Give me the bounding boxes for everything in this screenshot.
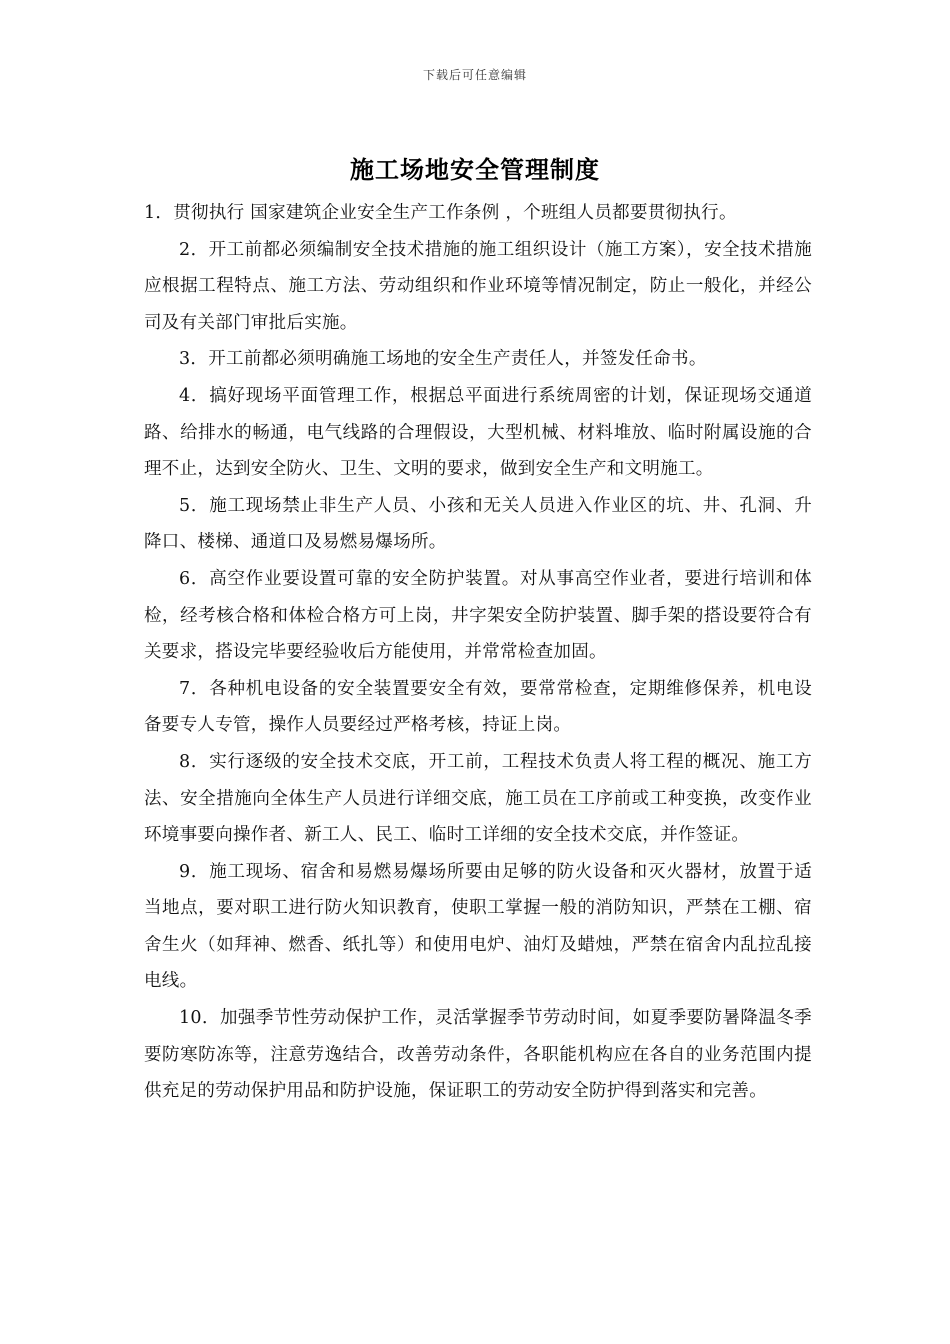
paragraph-6: 6．高空作业要设置可靠的安全防护装置。对从事高空作业者，要进行培训和体检，经考核合格和体检合格方可上岗，井字架安全防护装置、脚手架的搭设要符合有关要求，搭设完毕要经验收后方能使用，并常常检查加固。 [144,568,812,663]
paragraph-5: 5．施工现场禁止非生产人员、小孩和无关人员进入作业区的坑、井、孔洞、升降口、楼梯、通道口及易燃易爆场所。 [144,495,812,553]
document-body [144,195,812,1110]
paragraph-10: 10．加强季节性劳动保护工作，灵活掌握季节劳动时间，如夏季要防暑降温冬季要防寒防冻等，注意劳逸结合，改善劳动条件，各职能机构应在各自的业务范围内提供充足的劳动保护用品和防护设施，保证职工的劳动安全防护得到落实和完善。 [144,1008,812,1102]
paragraph-3: 3．开工前都必须明确施工场地的安全生产责任人，并签发任命书。 [179,349,707,370]
document-title: 施工场地安全管理制度 [350,155,600,184]
page-header-note: 下载后可任意编辑 [422,68,527,82]
paragraph-4: 4．搞好现场平面管理工作，根据总平面进行系统周密的计划，保证现场交通道路、给排水的畅通，电气线路的合理假设，大型机械、材料堆放、临时附属设施的合理不止，达到安全防火、卫生、文明的要求，做到安全生产和文明施工。 [144,385,812,480]
paragraph-7: 7．各种机电设备的安全装置要安全有效，要常常检查，定期维修保养，机电设备要专人专管，操作人员要经过严格考核，持证上岗。 [144,678,812,736]
paragraph-2: 2．开工前都必须编制安全技术措施的施工组织设计（施工方案），安全技术措施应根据工程特点、施工方法、劳动组织和作业环境等情况制定，防止一般化，并经公司及有关部门审批后实施。 [144,239,812,333]
paragraph-8: 8．实行逐级的安全技术交底，开工前，工程技术负责人将工程的概况、施工方法、安全措施向全体生产人员进行详细交底，施工员在工序前或工种变换，改变作业环境事要向操作者、新工人、民工、临时工详细的安全技术交底，并作签证。 [144,751,812,846]
paragraph-9: 9．施工现场、宿舍和易燃易爆场所要由足够的防火设备和灭火器材，放置于适当地点，要对职工进行防火知识教育，使职工掌握一般的消防知识，严禁在工棚、宿舍生火（如拜神、燃香、纸扎等）和使用电炉、油灯及蜡烛，严禁在宿舍内乱拉乱接电线。 [144,861,812,992]
paragraph-1: 1．贯彻执行 国家建筑企业安全生产工作条例 ，个班组人员都要贯彻执行。 [144,203,737,223]
